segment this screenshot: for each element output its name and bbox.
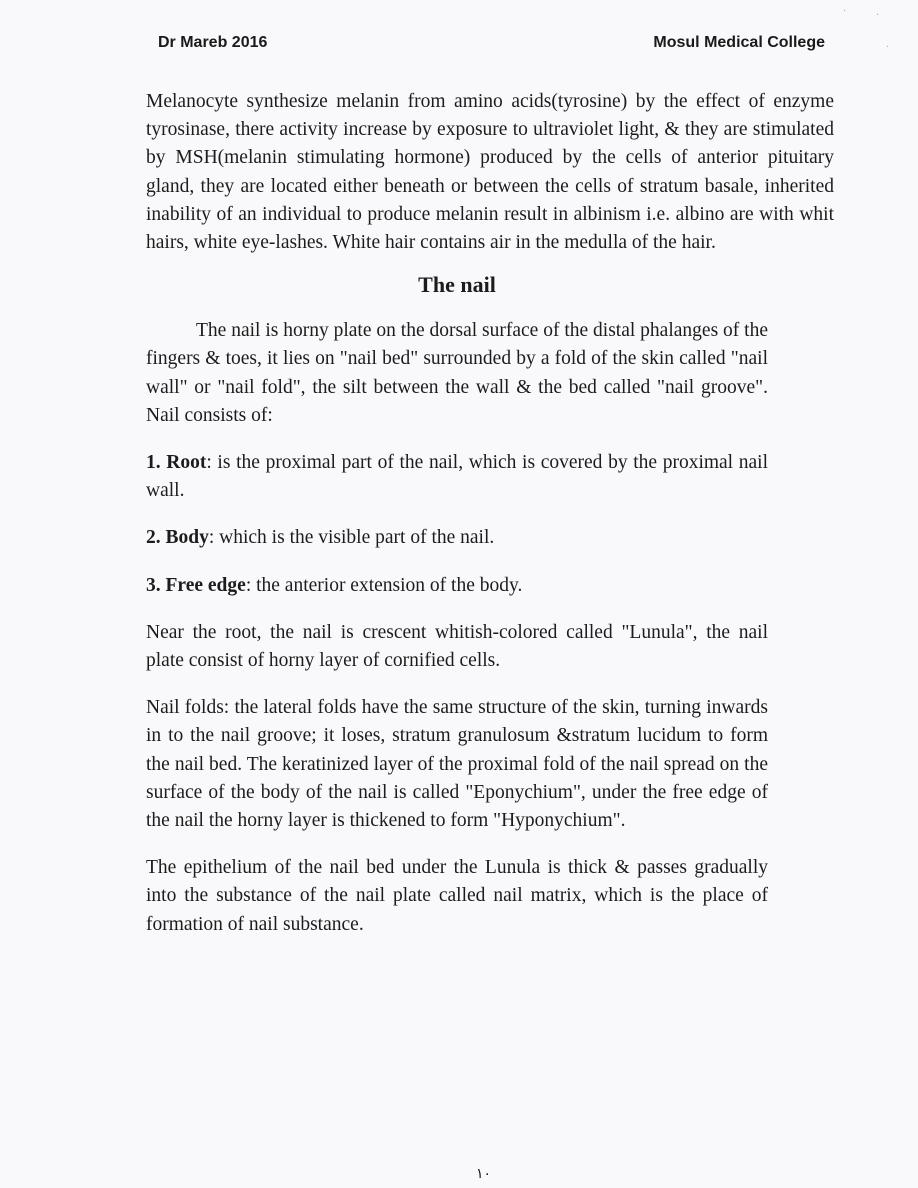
list-item-text: : is the proximal part of the nail, which is covered by the proximal nail wall. (146, 452, 768, 502)
nail-matrix-paragraph: The epithelium of the nail bed under the Lunula is thick & passes gradually into the substance of the nail plate called nail matrix, which is the place of formation of nail substance. (146, 857, 768, 935)
nail-folds-paragraph: Nail folds: the lateral folds have the same structure of the skin, turning inwards in to the nail groove; it loses, stratum granulosum &stratum lucidum to form the nail bed. The keratinized layer of the proximal fold of the nail spread on the surface of the body of the nail is called "Eponychium", under the free edge of the nail the horny layer is thickened to form "Hyponychium". (146, 697, 768, 832)
nail-intro-paragraph: The nail is horny plate on the dorsal surface of the distal phalanges of the fingers & toes, it lies on "nail bed" surrounded by a fold of the skin called "nail wall" or "nail fold", the silt between the wall & the bed called "nail groove". Nail consists of: (146, 320, 768, 426)
document-body (146, 88, 834, 939)
header-institution: Mosul Medical College (653, 34, 825, 51)
list-item-body (146, 524, 768, 552)
section-title: The nail (418, 272, 496, 298)
list-item-label: 2. Body (146, 527, 209, 549)
list-item-text: : which is the visible part of the nail. (208, 527, 495, 549)
page-number: ١٠ (476, 1166, 492, 1182)
melanocyte-paragraph: Melanocyte synthesize melanin from amino acids(tyrosine) by the effect of enzyme tyrosinase, there activity increase by exposure to ultraviolet light, & they are stimulated by MSH(melanin stimulating hormone) produced by the cells of anterior pituitary gland, they are located either beneath or between the cells of stratum basale, inherited inability of an individual to produce melanin result in albinism i.e. albino are with whit hairs, white eye-lashes. White hair contains air in the medulla of the hair. (146, 91, 834, 254)
scan-speck: · (876, 10, 880, 21)
scan-speck: · (886, 42, 890, 53)
list-item-free-edge (146, 572, 768, 600)
list-item-label: 3. Free edge (146, 574, 246, 596)
header-author: Dr Mareb 2016 (158, 34, 268, 51)
list-item-label: 1. Root (146, 452, 207, 474)
scan-speck: · (843, 6, 847, 17)
list-item-text: : the anterior extension of the body. (245, 574, 523, 596)
lunula-paragraph: Near the root, the nail is crescent whitish-colored called "Lunula", the nail plate consist of horny layer of cornified cells. (146, 621, 768, 672)
list-item-root (146, 449, 768, 505)
